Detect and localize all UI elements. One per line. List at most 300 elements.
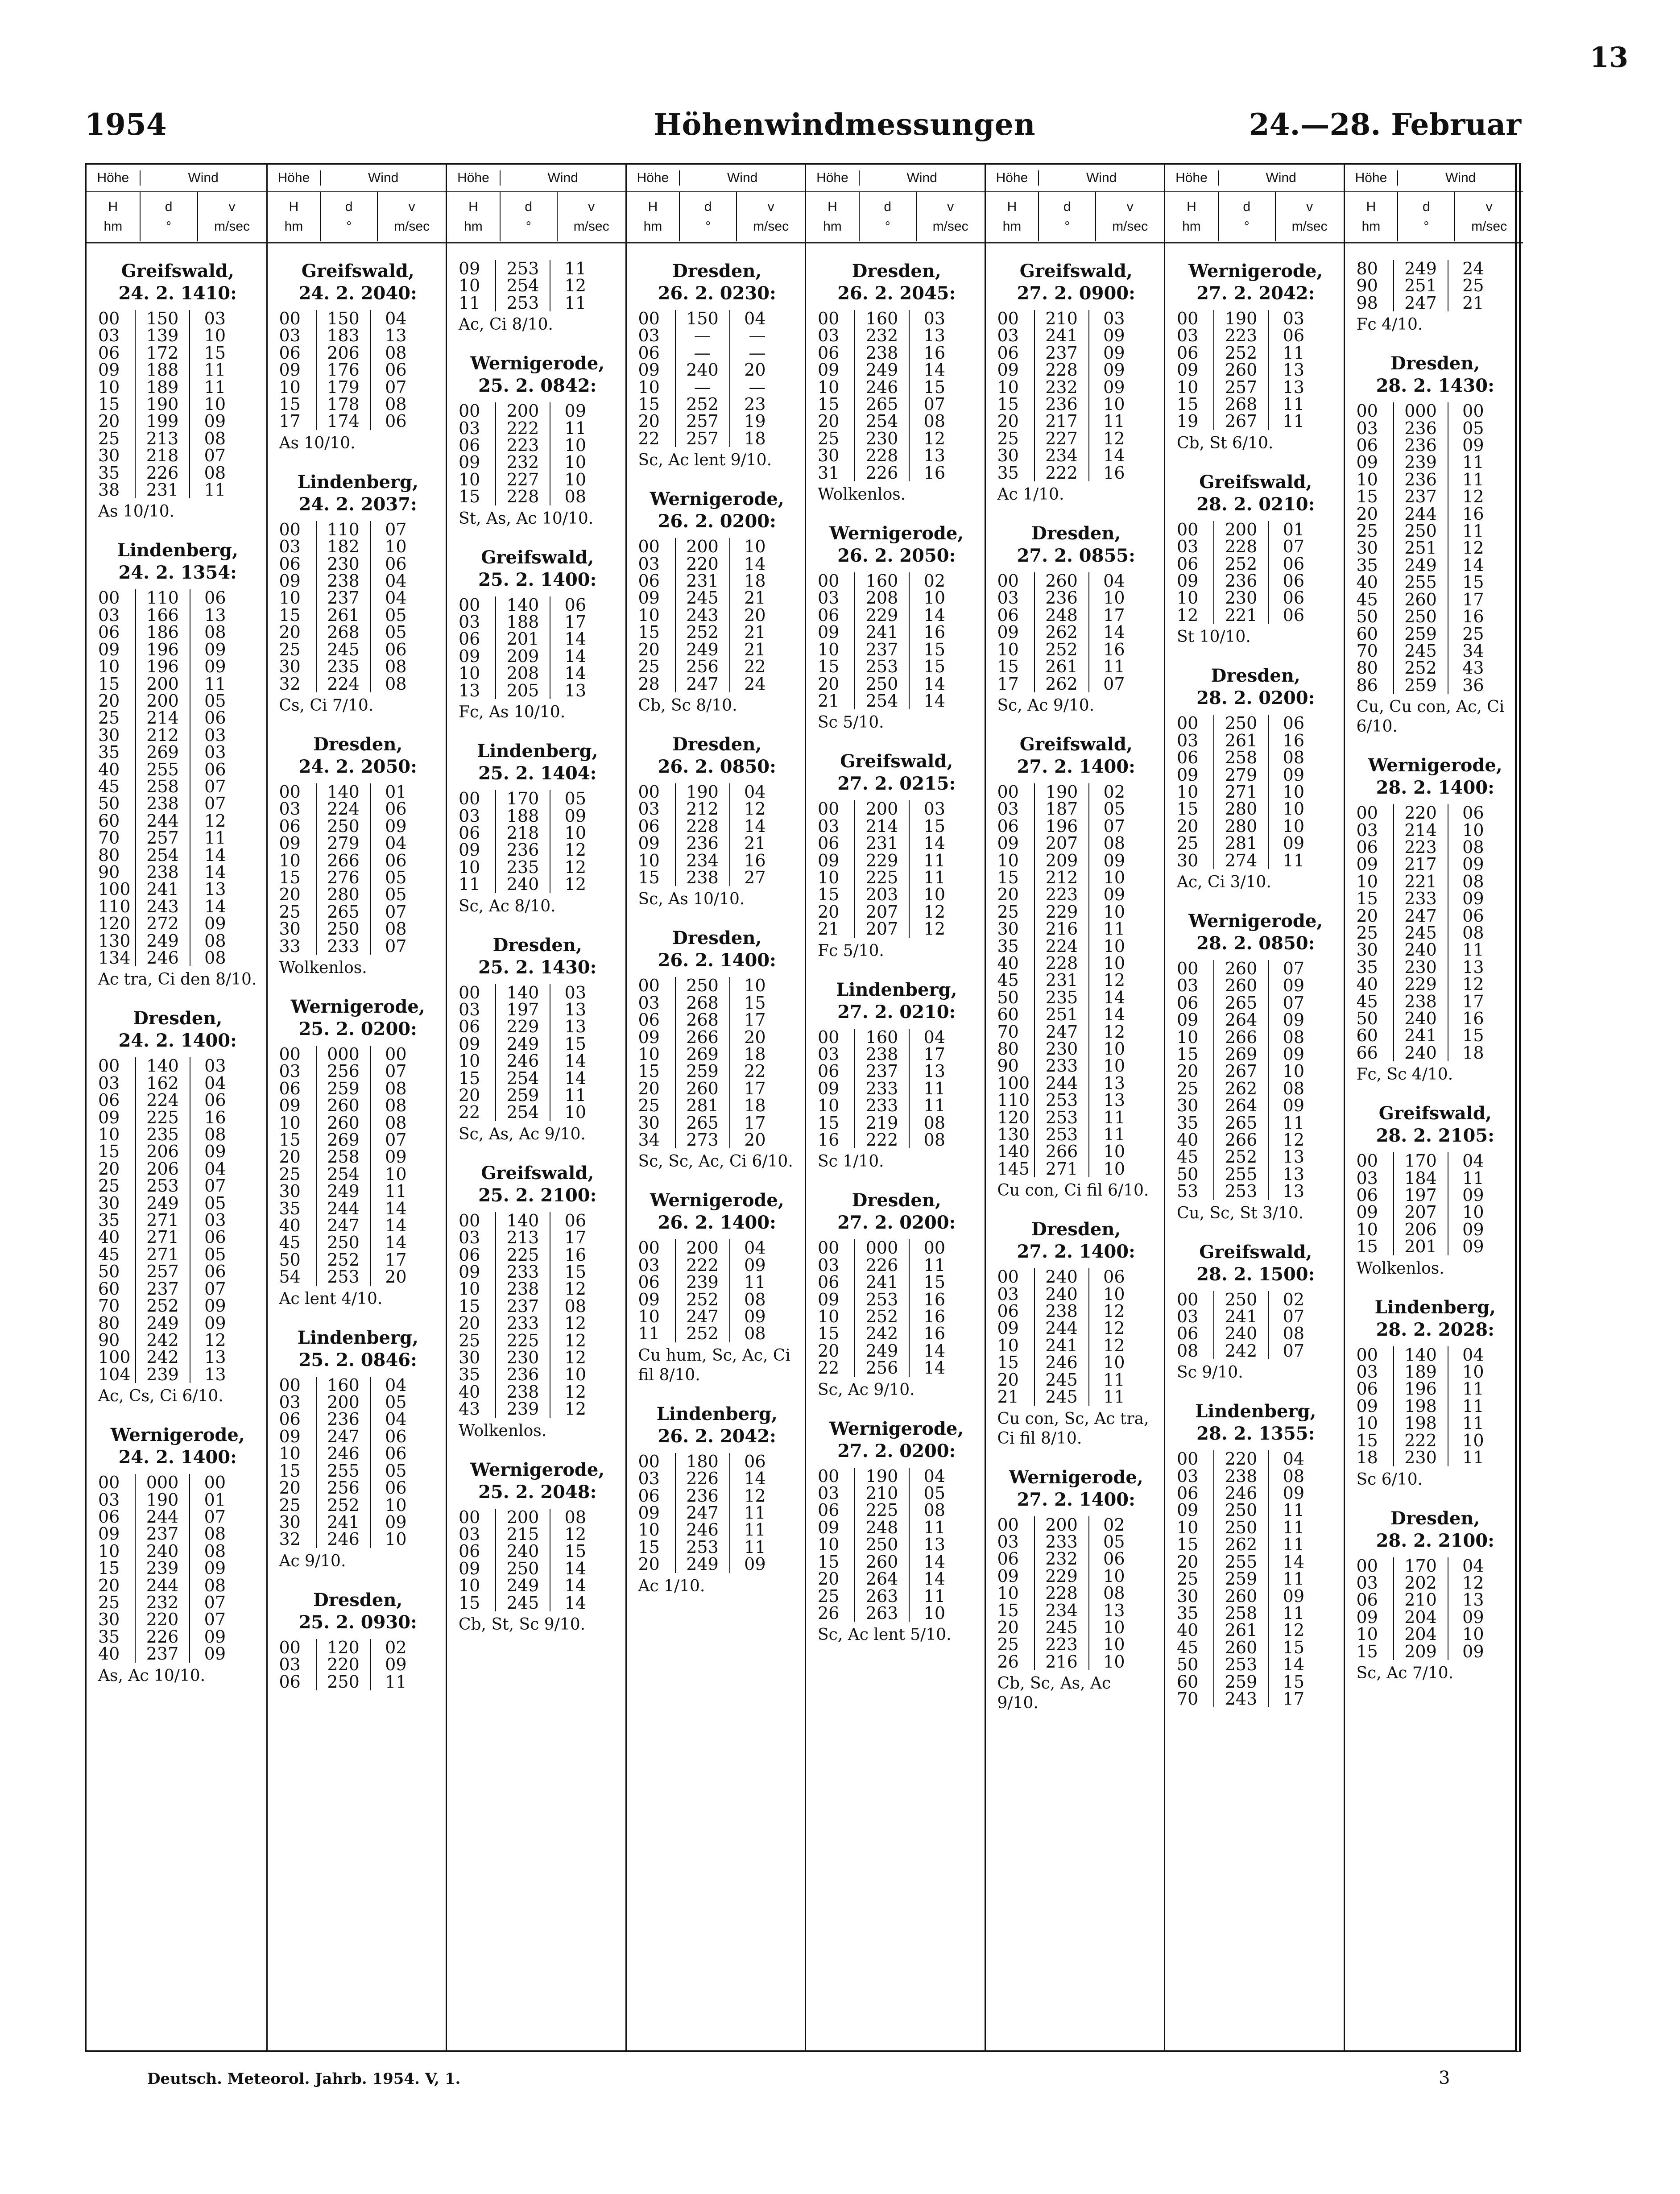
- speed-cell: 09: [204, 1558, 226, 1578]
- header-hoehe: Höhe: [268, 170, 321, 186]
- direction-cell: 246: [1214, 1485, 1268, 1502]
- table-row: [638, 538, 766, 555]
- speed-cell: 06: [385, 1444, 407, 1464]
- speed-cell: 06: [1283, 554, 1304, 574]
- height-cell: 00: [1177, 713, 1199, 733]
- table-row: [459, 1315, 586, 1332]
- station-name: Dresden,: [1211, 665, 1300, 687]
- station-name: Dresden,: [672, 261, 762, 281]
- height-cell: 03: [997, 1532, 1019, 1552]
- speed-cell: 12: [564, 874, 586, 894]
- speed-cell: 09: [204, 657, 226, 677]
- footer-source: Deutsch. Meteorol. Jahrb. 1954. V, 1.: [147, 2070, 461, 2088]
- table-row: [279, 1462, 407, 1479]
- table-row: [638, 1114, 766, 1131]
- station-name: Lindenberg,: [297, 471, 418, 493]
- height-cell: 43: [459, 1399, 480, 1419]
- height-cell: 10: [997, 639, 1019, 659]
- speed-cell: 09: [204, 411, 226, 431]
- height-cell: 09: [1177, 360, 1199, 380]
- station-name: Greifswald,: [301, 261, 414, 281]
- header-speed-unit: [198, 192, 266, 241]
- table-row: [1357, 1380, 1484, 1397]
- direction-cell: 240: [496, 1543, 550, 1560]
- height-cell: 25: [638, 1096, 660, 1116]
- direction-cell: 222: [855, 1131, 909, 1148]
- cloud-note: Cu hum, Sc, Ac, Ci fil 8/10.: [638, 1346, 790, 1384]
- speed-cell: 15: [923, 816, 945, 836]
- direction-cell: 266: [1034, 1143, 1089, 1160]
- table-row: [997, 464, 1125, 481]
- speed-cell: 15: [564, 1541, 586, 1561]
- table-row: [459, 454, 586, 471]
- height-cell: 15: [279, 1461, 301, 1481]
- height-cell: 30: [1177, 1096, 1199, 1116]
- direction-cell: 257: [136, 829, 190, 846]
- direction-cell: 268: [316, 624, 371, 641]
- header-hoehe: Höhe: [1165, 170, 1219, 186]
- speed-cell: 06: [204, 588, 226, 608]
- direction-cell: 160: [855, 1029, 909, 1046]
- speed-cell: 17: [744, 1113, 766, 1133]
- speed-cell: 09: [1462, 854, 1484, 874]
- table-row: [1357, 1609, 1484, 1626]
- header-hm: hm: [1361, 219, 1381, 234]
- direction-cell: 190: [1034, 783, 1089, 800]
- height-cell: 30: [279, 1512, 301, 1532]
- direction-cell: 247: [316, 1428, 371, 1445]
- speed-cell: 11: [923, 850, 945, 870]
- table-row: [279, 1428, 407, 1445]
- height-cell: 20: [638, 639, 660, 659]
- speed-cell: 09: [1462, 1641, 1484, 1661]
- height-cell: 30: [1177, 850, 1199, 870]
- table-row: [279, 413, 407, 430]
- header-ms: m/sec: [573, 219, 609, 234]
- height-cell: 30: [279, 657, 301, 677]
- table-row: [279, 1639, 407, 1656]
- table-row: [459, 1349, 586, 1366]
- table-row: [279, 538, 407, 555]
- direction-cell: 229: [1034, 903, 1089, 920]
- height-cell: 00: [1177, 519, 1199, 539]
- table-row: [818, 800, 945, 817]
- direction-cell: 271: [136, 1212, 190, 1229]
- cloud-note: As, Ac 10/10.: [98, 1666, 206, 1685]
- table-row: [1357, 1398, 1484, 1415]
- station-timestamp: 24. 2. 1410:: [118, 283, 237, 304]
- cloud-note: Cu con, Ci fil 6/10.: [997, 1181, 1149, 1200]
- height-cell: 09: [997, 1566, 1019, 1586]
- height-cell: 09: [1356, 452, 1378, 472]
- station-timestamp: 28. 2. 0210:: [1196, 493, 1315, 515]
- header-deg: °: [885, 219, 890, 234]
- table-row: [1177, 396, 1304, 413]
- direction-cell: 241: [1034, 1337, 1089, 1354]
- height-cell: 06: [279, 1672, 301, 1692]
- height-cell: 06: [1356, 1379, 1378, 1399]
- speed-cell: 07: [1103, 816, 1126, 836]
- table-row: [1357, 1204, 1484, 1221]
- table-row: [818, 447, 945, 464]
- station-name: Dresden,: [492, 934, 582, 956]
- direction-cell: 246: [316, 1531, 371, 1548]
- height-cell: 06: [997, 605, 1019, 625]
- speed-cell: 04: [204, 1073, 226, 1093]
- height-cell: 53: [1177, 1181, 1199, 1201]
- direction-cell: 252: [675, 1325, 730, 1342]
- speed-cell: 04: [385, 1409, 407, 1429]
- direction-cell: 238: [496, 1280, 550, 1297]
- cloud-note: Fc, As 10/10.: [459, 703, 566, 722]
- height-cell: 20: [638, 411, 660, 431]
- speed-cell: 11: [1462, 940, 1484, 960]
- table-row: [1357, 1346, 1484, 1363]
- table-row: [1357, 454, 1484, 471]
- table-row: [98, 1109, 226, 1126]
- station-name: Greifswald,: [1019, 733, 1133, 755]
- table-row: [1177, 1536, 1304, 1553]
- cloud-note: Sc 1/10.: [818, 1152, 884, 1171]
- direction-cell: 250: [675, 977, 730, 994]
- speed-cell: 07: [204, 446, 226, 466]
- table-row: [818, 835, 945, 852]
- speed-cell: 16: [923, 463, 945, 483]
- height-cell: 00: [997, 571, 1019, 591]
- height-cell: 06: [1356, 837, 1378, 857]
- direction-cell: 212: [136, 727, 190, 744]
- table-row: [1177, 994, 1304, 1011]
- table-row: [997, 1075, 1126, 1092]
- table-row: [997, 379, 1125, 396]
- direction-cell: 150: [316, 310, 371, 327]
- header-speed-unit: [1276, 192, 1344, 241]
- direction-cell: 237: [136, 1280, 190, 1297]
- speed-cell: 08: [564, 1507, 586, 1527]
- height-cell: 03: [98, 605, 120, 625]
- table-row: [638, 1539, 766, 1556]
- header-ms: m/sec: [932, 219, 968, 234]
- station-column: [1164, 165, 1344, 2050]
- speed-cell: 08: [385, 394, 407, 414]
- direction-cell: 214: [855, 818, 909, 835]
- direction-cell: 220: [1394, 804, 1448, 821]
- direction-cell: 250: [316, 1234, 371, 1251]
- direction-cell: 236: [675, 835, 730, 852]
- station-block: [1355, 1507, 1516, 1683]
- speed-cell: 17: [1462, 991, 1484, 1011]
- header-height-unit: [1345, 192, 1399, 241]
- cloud-note: Wolkenlos.: [459, 1421, 547, 1440]
- speed-cell: 16: [923, 1307, 945, 1327]
- station-block: [277, 1589, 439, 1708]
- direction-cell: 241: [855, 624, 909, 641]
- direction-cell: 204: [1394, 1626, 1448, 1643]
- direction-cell: 166: [136, 607, 190, 624]
- direction-cell: 268: [1214, 396, 1268, 413]
- speed-cell: 09: [1103, 343, 1125, 363]
- direction-cell: 212: [675, 800, 730, 817]
- station-block: [1355, 352, 1516, 737]
- cloud-note: Sc, Ac 9/10.: [818, 1380, 915, 1399]
- height-cell: 08: [1177, 1341, 1199, 1361]
- direction-cell: 233: [316, 938, 371, 955]
- height-cell: 15: [459, 1593, 480, 1613]
- direction-cell: 215: [496, 1526, 550, 1543]
- speed-cell: 18: [744, 571, 766, 591]
- table-row: [818, 1605, 945, 1622]
- table-row: [1357, 522, 1484, 539]
- height-cell: 03: [997, 799, 1019, 819]
- wind-data-table: [818, 1029, 945, 1149]
- table-row: [98, 327, 226, 344]
- direction-cell: 172: [135, 344, 190, 361]
- station-name: Dresden,: [1390, 353, 1480, 374]
- height-cell: 32: [279, 1529, 301, 1549]
- speed-cell: 14: [1283, 1552, 1304, 1572]
- speed-cell: 08: [1283, 1466, 1304, 1486]
- height-cell: 03: [1356, 1168, 1378, 1188]
- table-row: [997, 972, 1126, 989]
- table-row: [1177, 310, 1304, 327]
- table-row: [997, 607, 1125, 624]
- height-cell: 03: [279, 326, 301, 346]
- wind-data-table: [1357, 1152, 1484, 1255]
- table-row: [997, 1040, 1126, 1057]
- table-row: [818, 344, 945, 361]
- table-row: [1357, 1449, 1484, 1466]
- table-row: [997, 1602, 1125, 1619]
- height-cell: 25: [1356, 521, 1378, 541]
- speed-cell: 10: [564, 469, 586, 489]
- speed-cell: 10: [385, 1529, 407, 1549]
- height-cell: 00: [98, 588, 120, 608]
- height-cell: 00: [638, 782, 660, 802]
- header-v: v: [767, 199, 774, 214]
- speed-cell: 00: [385, 1044, 407, 1064]
- station-column: [625, 165, 805, 2050]
- table-row: [98, 1126, 226, 1143]
- speed-cell: 14: [385, 1198, 407, 1218]
- height-cell: 15: [279, 867, 301, 887]
- speed-cell: 06: [564, 1210, 586, 1230]
- wind-data-table: [638, 538, 766, 692]
- table-row: [279, 1394, 407, 1411]
- speed-cell: 11: [1283, 1500, 1304, 1520]
- height-cell: 00: [818, 309, 840, 328]
- header-d: d: [165, 199, 173, 214]
- direction-cell: 246: [496, 1052, 550, 1069]
- station-block: [277, 733, 439, 978]
- height-cell: 20: [997, 1370, 1019, 1390]
- table-row: [1177, 1308, 1304, 1325]
- height-cell: 06: [997, 1301, 1019, 1321]
- table-row: [818, 1553, 945, 1570]
- speed-cell: 14: [923, 605, 945, 625]
- cloud-note: Sc, Ac 8/10.: [459, 897, 556, 915]
- direction-cell: 196: [136, 658, 190, 675]
- direction-cell: 248: [1034, 607, 1089, 624]
- header-deg: °: [705, 219, 711, 234]
- station-name: Wernigerode,: [1368, 755, 1502, 776]
- height-cell: 30: [818, 446, 840, 466]
- speed-cell: 13: [564, 680, 586, 700]
- height-cell: 00: [818, 571, 840, 591]
- wind-data-table: [459, 984, 586, 1121]
- station-name: Dresden,: [133, 1008, 223, 1029]
- height-cell: 10: [1177, 377, 1199, 397]
- height-cell: 03: [1177, 326, 1199, 346]
- height-cell: 21: [818, 919, 840, 939]
- speed-cell: 06: [385, 554, 407, 574]
- station-block: [816, 1418, 977, 1645]
- speed-cell: 14: [1103, 1005, 1126, 1025]
- table-row: [638, 396, 766, 413]
- speed-cell: 15: [1283, 1672, 1304, 1692]
- direction-cell: 233: [855, 1080, 909, 1097]
- height-cell: 00: [1356, 803, 1378, 823]
- speed-cell: 03: [204, 1210, 226, 1230]
- table-row: [279, 1046, 407, 1063]
- table-row: [279, 379, 407, 396]
- direction-cell: 233: [496, 1263, 550, 1280]
- table-row: [459, 402, 586, 419]
- table-row: [459, 1280, 586, 1297]
- table-row: [997, 658, 1125, 675]
- station-timestamp: 27. 2. 2042:: [1196, 283, 1315, 304]
- height-cell: 00: [1356, 401, 1378, 421]
- table-row: [638, 555, 766, 572]
- wind-data-table: [1177, 310, 1304, 430]
- height-cell: 03: [1356, 1573, 1378, 1593]
- station-timestamp: 26. 2. 2050:: [837, 545, 956, 567]
- direction-cell: 140: [1394, 1346, 1448, 1363]
- station-timestamp: 27. 2. 1400:: [1017, 1241, 1135, 1263]
- speed-cell: 15: [923, 377, 945, 397]
- table-row: [638, 800, 766, 817]
- height-cell: 03: [279, 1655, 301, 1675]
- direction-cell: 258: [136, 778, 190, 795]
- table-row: [279, 658, 407, 675]
- speed-cell: 11: [1283, 394, 1304, 414]
- table-row: [1177, 1673, 1304, 1690]
- direction-cell: 253: [855, 658, 909, 675]
- height-cell: 09: [818, 850, 840, 870]
- speed-cell: 14: [564, 629, 586, 649]
- speed-cell: 12: [204, 1330, 226, 1350]
- height-cell: 03: [818, 1255, 840, 1275]
- station-name: Wernigerode,: [290, 996, 425, 1017]
- height-cell: 90: [98, 1330, 120, 1350]
- height-cell: 00: [98, 1056, 120, 1076]
- speed-cell: 08: [1103, 1583, 1125, 1603]
- direction-cell: 260: [1214, 977, 1268, 994]
- table-row: [818, 1359, 945, 1376]
- direction-cell: 225: [136, 1109, 190, 1126]
- station-name: Wernigerode,: [470, 1459, 605, 1480]
- table-row: [279, 310, 407, 327]
- table-row: [98, 1611, 226, 1628]
- header-direction-unit: [680, 192, 737, 241]
- station-column: [1344, 165, 1523, 2050]
- station-timestamp: 27. 2. 0900:: [1017, 283, 1135, 304]
- wind-data-table: [1357, 1557, 1484, 1660]
- table-row: [459, 1577, 586, 1594]
- direction-cell: 198: [1394, 1398, 1448, 1415]
- height-cell: 09: [279, 833, 301, 853]
- header-title: Höhenwindmessungen: [654, 107, 1036, 142]
- height-cell: 06: [1356, 1185, 1378, 1205]
- height-cell: 00: [459, 789, 480, 809]
- direction-cell: 220: [1214, 1450, 1268, 1467]
- speed-cell: 11: [1283, 1603, 1304, 1623]
- table-row: [638, 607, 766, 624]
- table-row: [1177, 1183, 1304, 1200]
- height-cell: 20: [459, 1313, 480, 1333]
- table-row: [638, 1487, 766, 1504]
- speed-cell: 11: [923, 1078, 945, 1098]
- direction-cell: 253: [496, 260, 550, 277]
- height-cell: 00: [279, 1044, 301, 1064]
- station-timestamp: 26. 2. 0200:: [658, 511, 776, 532]
- table-row: [459, 1543, 586, 1560]
- table-row: [1357, 608, 1484, 625]
- header-direction-unit: [141, 192, 198, 241]
- speed-cell: 16: [923, 1324, 945, 1344]
- table-row: [279, 1514, 407, 1531]
- height-cell: 09: [818, 360, 840, 380]
- height-cell: 25: [279, 1495, 301, 1515]
- header-deg: °: [526, 219, 531, 234]
- speed-cell: 08: [1283, 1078, 1304, 1098]
- speed-cell: 15: [744, 993, 766, 1013]
- table-row: [997, 1286, 1125, 1303]
- height-cell: 16: [818, 1130, 840, 1150]
- table-row: [1357, 574, 1484, 591]
- table-row: [1177, 732, 1304, 749]
- table-row: [638, 994, 766, 1011]
- height-cell: 03: [818, 1044, 840, 1064]
- station-name: Greifswald,: [840, 751, 953, 772]
- header-v: v: [947, 199, 954, 214]
- table-row: [818, 572, 945, 589]
- speed-cell: 05: [564, 789, 586, 809]
- table-row: [1357, 557, 1484, 574]
- table-row: [1177, 1468, 1304, 1485]
- page-header: [85, 107, 1521, 147]
- speed-cell: 12: [1283, 1620, 1304, 1640]
- direction-cell: 245: [1394, 642, 1448, 659]
- station-block: [96, 1007, 259, 1406]
- speed-cell: 10: [1103, 936, 1126, 956]
- table-row: [997, 783, 1126, 800]
- height-cell: 15: [459, 1296, 480, 1316]
- height-cell: 10: [459, 469, 480, 489]
- height-cell: 15: [638, 394, 660, 414]
- direction-cell: 256: [855, 1359, 909, 1376]
- direction-cell: 140: [496, 1212, 550, 1229]
- page-number: 13: [1589, 41, 1628, 74]
- speed-cell: 10: [1103, 588, 1125, 608]
- speed-cell: 10: [1103, 1652, 1125, 1672]
- speed-cell: 11: [744, 1503, 766, 1523]
- direction-cell: 245: [1034, 1371, 1089, 1388]
- speed-cell: 13: [1283, 1164, 1304, 1184]
- direction-cell: 245: [1034, 1619, 1089, 1636]
- direction-cell: 260: [1214, 960, 1268, 977]
- direction-cell: 170: [496, 790, 550, 807]
- table-row: [279, 1268, 407, 1285]
